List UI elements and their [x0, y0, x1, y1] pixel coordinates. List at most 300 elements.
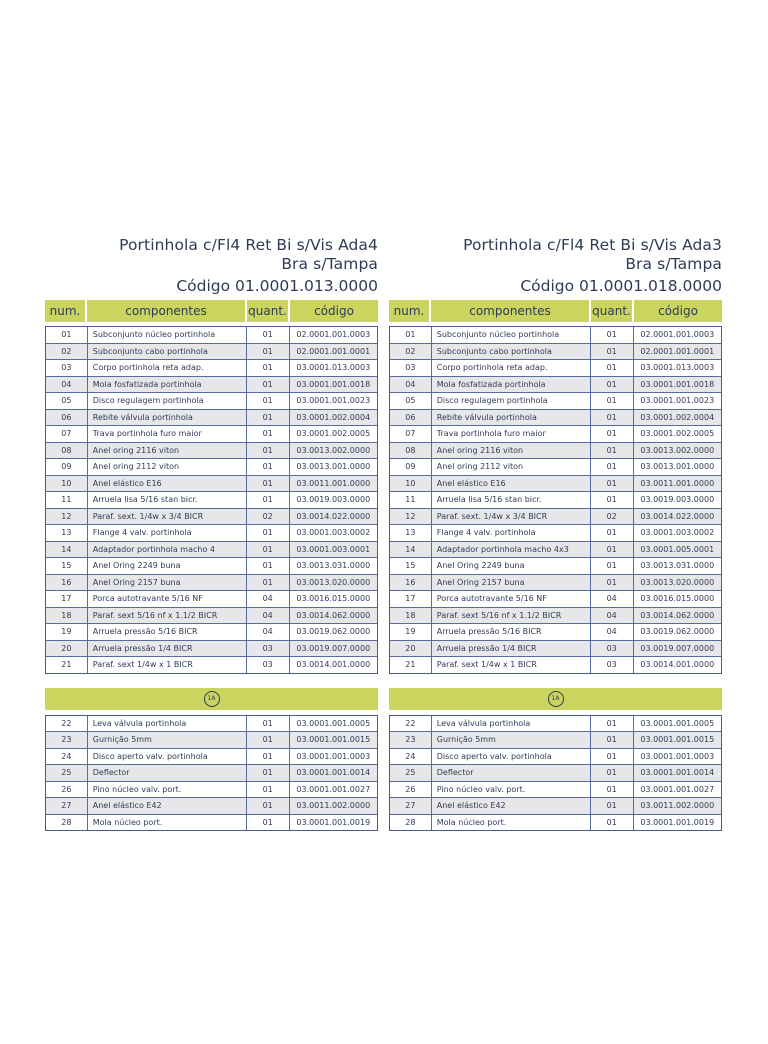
row-quant: 01	[591, 410, 634, 426]
row-quant: 01	[591, 443, 634, 459]
table-row	[46, 608, 377, 625]
row-num: 01	[46, 327, 88, 343]
row-num: 20	[46, 641, 88, 657]
table-row	[46, 327, 377, 344]
row-code: 03.0016.015.0000	[640, 594, 715, 603]
section-bar	[389, 688, 722, 710]
table-row	[390, 525, 721, 542]
row-component: Anel oring 2116 viton	[88, 443, 247, 459]
row-component: Flange 4 valv. portinhola	[432, 525, 591, 541]
table-row	[46, 591, 377, 608]
row-component: Porca autotravante 5/16 NF	[88, 591, 247, 607]
row-num: 14	[46, 542, 88, 558]
row-code: 03.0019.003.0000	[296, 495, 371, 504]
row-code: 02.0001.001.0001	[640, 346, 715, 356]
row-code: 03.0001.001.0015	[640, 735, 715, 744]
header-quant: quant.	[247, 300, 290, 322]
row-num: 21	[390, 657, 432, 673]
row-quant: 04	[247, 608, 290, 624]
row-code: 03.0001.001.0023	[640, 396, 715, 405]
row-component: Mola núcleo port.	[88, 815, 247, 831]
row-component: Anel Oring 2157 buna	[88, 575, 247, 591]
row-num: 18	[390, 608, 432, 624]
row-component: Arruela pressão 1/4 BICR	[432, 641, 591, 657]
row-quant: 02	[247, 509, 290, 525]
row-num: 24	[390, 749, 432, 765]
table-row	[390, 716, 721, 733]
table-row	[390, 815, 721, 831]
table-row	[46, 798, 377, 815]
row-num: 25	[46, 765, 88, 781]
row-component: Pino núcleo valv. port.	[88, 782, 247, 798]
row-quant: 01	[591, 716, 634, 732]
table-row	[46, 509, 377, 526]
row-quant: 01	[247, 476, 290, 492]
row-component: Deflector	[88, 765, 247, 781]
row-component: Arruela pressão 5/16 BICR	[432, 624, 591, 640]
row-component: Leva válvula portinhola	[432, 716, 591, 732]
row-component: Mola fosfatizada portinhola	[88, 377, 247, 393]
panel-title	[45, 236, 378, 274]
row-quant: 01	[591, 558, 634, 574]
row-quant: 01	[247, 798, 290, 814]
panel-title-line1: Portinhola c/Fl4 Ret Bi s/Vis Ada4	[119, 236, 378, 254]
table-row	[390, 558, 721, 575]
row-code: 03.0001.002.0005	[640, 429, 715, 438]
row-code: 03.0001.001.0005	[640, 718, 715, 728]
table-row	[46, 575, 377, 592]
row-code: 03.0013.020.0000	[640, 577, 715, 587]
row-quant: 01	[591, 765, 634, 781]
row-component: Arruela pressão 1/4 BICR	[88, 641, 247, 657]
row-code: 03.0014.062.0000	[640, 610, 715, 620]
row-quant: 01	[247, 558, 290, 574]
row-quant: 04	[591, 624, 634, 640]
row-code: 03.0011.002.0000	[640, 801, 715, 810]
row-code: 03.0013.001.0000	[296, 462, 371, 471]
parts-table-section	[389, 715, 722, 832]
row-num: 03	[390, 360, 432, 376]
panel-title-line2: Bra s/Tampa	[281, 255, 378, 273]
row-quant: 01	[591, 393, 634, 409]
row-num: 19	[390, 624, 432, 640]
row-quant: 01	[247, 393, 290, 409]
table-row	[390, 492, 721, 509]
row-code: 03.0011.001.0000	[640, 478, 715, 488]
table-row	[46, 344, 377, 361]
row-num: 15	[46, 558, 88, 574]
header-num: num.	[45, 300, 87, 322]
row-code: 03.0001.013.0003	[640, 363, 715, 372]
row-code: 03.0001.002.0005	[296, 429, 371, 438]
parts-table	[389, 326, 722, 674]
table-row	[390, 459, 721, 476]
row-quant: 01	[247, 426, 290, 442]
row-num: 13	[390, 525, 432, 541]
row-num: 16	[46, 575, 88, 591]
row-num: 16	[390, 575, 432, 591]
row-code: 03.0013.002.0000	[640, 445, 715, 455]
row-code: 03.0001.001.0027	[640, 784, 715, 794]
row-num: 06	[46, 410, 88, 426]
row-component: Deflector	[432, 765, 591, 781]
table-row	[390, 575, 721, 592]
row-code: 02.0001.001.0001	[296, 346, 371, 356]
row-code: 03.0001.001.0015	[296, 735, 371, 744]
row-code: 03.0001.003.0002	[640, 528, 715, 537]
table-row	[390, 657, 721, 673]
row-num: 08	[390, 443, 432, 459]
row-quant: 01	[591, 749, 634, 765]
row-code: 03.0001.001.0005	[296, 718, 371, 728]
table-row	[390, 765, 721, 782]
row-quant: 01	[247, 765, 290, 781]
row-code: 03.0001.002.0004	[296, 412, 371, 422]
row-num: 09	[390, 459, 432, 475]
row-quant: 01	[591, 377, 634, 393]
row-quant: 01	[591, 732, 634, 748]
row-component: Mola fosfatizada portinhola	[432, 377, 591, 393]
row-num: 05	[46, 393, 88, 409]
row-code: 03.0016.015.0000	[296, 594, 371, 603]
table-row	[46, 641, 377, 658]
panel-title-line1: Portinhola c/Fl4 Ret Bi s/Vis Ada3	[463, 236, 722, 254]
table-row	[46, 426, 377, 443]
row-component: Subconjunto núcleo portinhola	[432, 327, 591, 343]
table-row	[46, 377, 377, 394]
parts-table	[45, 326, 378, 674]
row-quant: 03	[247, 641, 290, 657]
row-num: 26	[390, 782, 432, 798]
row-num: 12	[46, 509, 88, 525]
header-codigo: código	[658, 304, 698, 318]
header-codigo: código	[314, 304, 354, 318]
row-num: 28	[46, 815, 88, 831]
row-quant: 01	[247, 459, 290, 475]
table-row	[390, 509, 721, 526]
row-component: Subconjunto núcleo portinhola	[88, 327, 247, 343]
panel-code: Código 01.0001.018.0000	[520, 277, 722, 295]
table-row	[46, 360, 377, 377]
row-num: 24	[46, 749, 88, 765]
row-code: 03.0014.022.0000	[296, 511, 371, 521]
row-component: Paraf. sext. 1/4w x 3/4 BICR	[432, 509, 591, 525]
parts-table-section	[45, 715, 378, 832]
row-code: 02.0001.001.0003	[296, 330, 371, 339]
row-code: 03.0001.001.0014	[296, 768, 371, 777]
row-quant: 01	[247, 716, 290, 732]
table-row	[390, 426, 721, 443]
row-code: 03.0001.003.0002	[296, 528, 371, 537]
row-num: 12	[390, 509, 432, 525]
table-row	[390, 624, 721, 641]
row-component: Flange 4 valv. portinhola	[88, 525, 247, 541]
row-quant: 04	[247, 624, 290, 640]
panel-title	[389, 236, 722, 274]
row-component: Anel Oring 2249 buna	[88, 558, 247, 574]
row-code: 03.0013.031.0000	[640, 561, 715, 570]
table-row	[390, 732, 721, 749]
row-quant: 01	[591, 476, 634, 492]
row-code: 03.0011.002.0000	[296, 801, 371, 810]
row-component: Anel elástico E42	[432, 798, 591, 814]
row-num: 27	[390, 798, 432, 814]
row-code: 03.0019.007.0000	[296, 643, 371, 653]
table-row	[390, 782, 721, 799]
table-row	[46, 765, 377, 782]
table-row	[46, 525, 377, 542]
row-num: 02	[390, 344, 432, 360]
row-quant: 01	[247, 749, 290, 765]
table-row	[390, 393, 721, 410]
row-quant: 01	[591, 815, 634, 831]
row-num: 10	[46, 476, 88, 492]
row-code: 03.0001.001.0019	[640, 817, 715, 827]
row-code: 03.0019.007.0000	[640, 643, 715, 653]
table-row	[46, 749, 377, 766]
row-quant: 01	[591, 459, 634, 475]
row-code: 03.0001.013.0003	[296, 363, 371, 372]
row-code: 03.0013.001.0000	[640, 462, 715, 471]
row-num: 11	[46, 492, 88, 508]
row-quant: 01	[591, 542, 634, 558]
table-row	[390, 443, 721, 460]
table-row	[46, 410, 377, 427]
table-row	[46, 782, 377, 799]
row-quant: 01	[247, 327, 290, 343]
row-code: 03.0001.001.0003	[640, 751, 715, 761]
row-quant: 04	[247, 591, 290, 607]
row-component: Arruela lisa 5/16 stan bicr.	[88, 492, 247, 508]
row-component: Anel oring 2112 viton	[88, 459, 247, 475]
row-component: Anel Oring 2249 buna	[432, 558, 591, 574]
row-num: 17	[46, 591, 88, 607]
row-component: Anel Oring 2157 buna	[432, 575, 591, 591]
row-component: Disco aperto valv. portinhola	[432, 749, 591, 765]
row-num: 26	[46, 782, 88, 798]
row-code: 03.0001.001.0018	[296, 379, 371, 389]
row-component: Subconjunto cabo portinhola	[432, 344, 591, 360]
header-quant: quant.	[591, 300, 634, 322]
panel-code: Código 01.0001.013.0000	[176, 277, 378, 295]
row-code: 03.0001.005.0001	[640, 544, 715, 554]
row-code: 03.0001.003.0001	[296, 544, 371, 554]
row-num: 21	[46, 657, 88, 673]
row-quant: 03	[247, 657, 290, 673]
row-component: Paraf. sext 1/4w x 1 BICR	[88, 657, 247, 673]
row-component: Anel oring 2116 viton	[432, 443, 591, 459]
row-code: 03.0001.001.0027	[296, 784, 371, 794]
table-row	[390, 608, 721, 625]
row-component: Gurnição 5mm	[88, 732, 247, 748]
row-num: 15	[390, 558, 432, 574]
row-num: 23	[46, 732, 88, 748]
table-row	[46, 716, 377, 733]
row-num: 03	[46, 360, 88, 376]
table-row	[46, 624, 377, 641]
row-component: Adaptador portinhola macho 4	[88, 542, 247, 558]
row-component: Paraf. sext 1/4w x 1 BICR	[432, 657, 591, 673]
row-component: Arruela lisa 5/16 stan bicr.	[432, 492, 591, 508]
row-component: Corpo portinhola reta adap.	[432, 360, 591, 376]
row-code: 03.0019.003.0000	[640, 495, 715, 504]
row-component: Gurnição 5mm	[432, 732, 591, 748]
row-component: Paraf. sext 5/16 nf x 1.1/2 BICR	[88, 608, 247, 624]
row-quant: 01	[247, 410, 290, 426]
row-component: Rebite válvula portinhola	[88, 410, 247, 426]
row-quant: 01	[247, 782, 290, 798]
row-component: Anel elástico E42	[88, 798, 247, 814]
row-num: 22	[46, 716, 88, 732]
row-quant: 01	[247, 815, 290, 831]
row-quant: 04	[591, 608, 634, 624]
table-row	[390, 410, 721, 427]
row-num: 14	[390, 542, 432, 558]
row-quant: 01	[591, 798, 634, 814]
row-code: 03.0001.001.0019	[296, 817, 371, 827]
row-quant: 01	[247, 525, 290, 541]
row-quant: 01	[591, 327, 634, 343]
table-header	[389, 300, 722, 322]
row-component: Paraf. sext. 1/4w x 3/4 BICR	[88, 509, 247, 525]
parts-panel-right	[389, 236, 722, 831]
row-num: 11	[390, 492, 432, 508]
row-component: Paraf. sext 5/16 nf x 1.1/2 BICR	[432, 608, 591, 624]
row-component: Anel elástico E16	[432, 476, 591, 492]
table-row	[390, 344, 721, 361]
row-num: 01	[390, 327, 432, 343]
row-quant: 01	[247, 542, 290, 558]
row-num: 27	[46, 798, 88, 814]
table-row	[390, 542, 721, 559]
table-header	[45, 300, 378, 322]
row-component: Disco regulagem portinhola	[88, 393, 247, 409]
row-code: 03.0001.002.0004	[640, 412, 715, 422]
row-component: Leva válvula portinhola	[88, 716, 247, 732]
row-num: 23	[390, 732, 432, 748]
row-component: Rebite válvula portinhola	[432, 410, 591, 426]
row-num: 25	[390, 765, 432, 781]
row-component: Anel elástico E16	[88, 476, 247, 492]
row-num: 13	[46, 525, 88, 541]
table-row	[46, 542, 377, 559]
row-num: 20	[390, 641, 432, 657]
table-row	[46, 732, 377, 749]
row-quant: 01	[591, 426, 634, 442]
row-quant: 04	[591, 591, 634, 607]
table-row	[46, 815, 377, 831]
table-row	[46, 476, 377, 493]
table-row	[390, 377, 721, 394]
panel-title-line2: Bra s/Tampa	[625, 255, 722, 273]
row-code: 03.0014.001.0000	[296, 660, 371, 669]
row-num: 07	[390, 426, 432, 442]
row-code: 03.0001.001.0023	[296, 396, 371, 405]
table-row	[46, 492, 377, 509]
table-row	[46, 393, 377, 410]
row-code: 03.0014.062.0000	[296, 610, 371, 620]
table-row	[390, 327, 721, 344]
row-quant: 01	[247, 732, 290, 748]
header-num: num.	[389, 300, 431, 322]
table-row	[390, 591, 721, 608]
row-quant: 01	[247, 360, 290, 376]
row-num: 05	[390, 393, 432, 409]
row-num: 04	[390, 377, 432, 393]
table-row	[390, 360, 721, 377]
row-quant: 01	[591, 360, 634, 376]
row-component: Trava portinhola furo maior	[432, 426, 591, 442]
row-num: 04	[46, 377, 88, 393]
row-code: 03.0014.001.0000	[640, 660, 715, 669]
row-num: 06	[390, 410, 432, 426]
row-code: 03.0013.020.0000	[296, 577, 371, 587]
row-code: 03.0019.062.0000	[296, 627, 371, 636]
section-badge: 1A	[204, 691, 220, 707]
row-quant: 01	[591, 782, 634, 798]
row-component: Disco aperto valv. portinhola	[88, 749, 247, 765]
row-quant: 02	[591, 509, 634, 525]
table-row	[390, 798, 721, 815]
table-row	[390, 476, 721, 493]
row-quant: 01	[247, 575, 290, 591]
table-row	[46, 558, 377, 575]
row-component: Corpo portinhola reta adap.	[88, 360, 247, 376]
table-row	[46, 657, 377, 673]
row-code: 03.0001.001.0018	[640, 379, 715, 389]
row-quant: 01	[591, 575, 634, 591]
row-num: 22	[390, 716, 432, 732]
row-component: Mola núcleo port.	[432, 815, 591, 831]
row-component: Anel oring 2112 viton	[432, 459, 591, 475]
row-quant: 03	[591, 641, 634, 657]
row-quant: 01	[591, 344, 634, 360]
row-num: 28	[390, 815, 432, 831]
row-component: Disco regulagem portinhola	[432, 393, 591, 409]
row-component: Porca autotravante 5/16 NF	[432, 591, 591, 607]
row-quant: 01	[591, 525, 634, 541]
row-code: 03.0013.031.0000	[296, 561, 371, 570]
row-num: 09	[46, 459, 88, 475]
row-num: 19	[46, 624, 88, 640]
parts-panel-left	[45, 236, 378, 831]
row-code: 03.0014.022.0000	[640, 511, 715, 521]
table-row	[390, 749, 721, 766]
row-num: 07	[46, 426, 88, 442]
header-componentes: componentes	[87, 300, 247, 322]
row-code: 03.0011.001.0000	[296, 478, 371, 488]
row-code: 03.0001.001.0003	[296, 751, 371, 761]
row-code: 03.0001.001.0014	[640, 768, 715, 777]
table-row	[46, 459, 377, 476]
table-row	[390, 641, 721, 658]
row-num: 17	[390, 591, 432, 607]
row-component: Subconjunto cabo portinhola	[88, 344, 247, 360]
section-badge: 1A	[548, 691, 564, 707]
row-num: 08	[46, 443, 88, 459]
row-code: 03.0013.002.0000	[296, 445, 371, 455]
row-quant: 01	[247, 443, 290, 459]
row-quant: 01	[247, 344, 290, 360]
row-component: Adaptador portinhola macho 4x3	[432, 542, 591, 558]
row-quant: 01	[247, 492, 290, 508]
header-componentes: componentes	[431, 300, 591, 322]
row-num: 02	[46, 344, 88, 360]
row-component: Arruela pressão 5/16 BICR	[88, 624, 247, 640]
row-num: 10	[390, 476, 432, 492]
row-component: Pino núcleo valv. port.	[432, 782, 591, 798]
row-quant: 03	[591, 657, 634, 673]
